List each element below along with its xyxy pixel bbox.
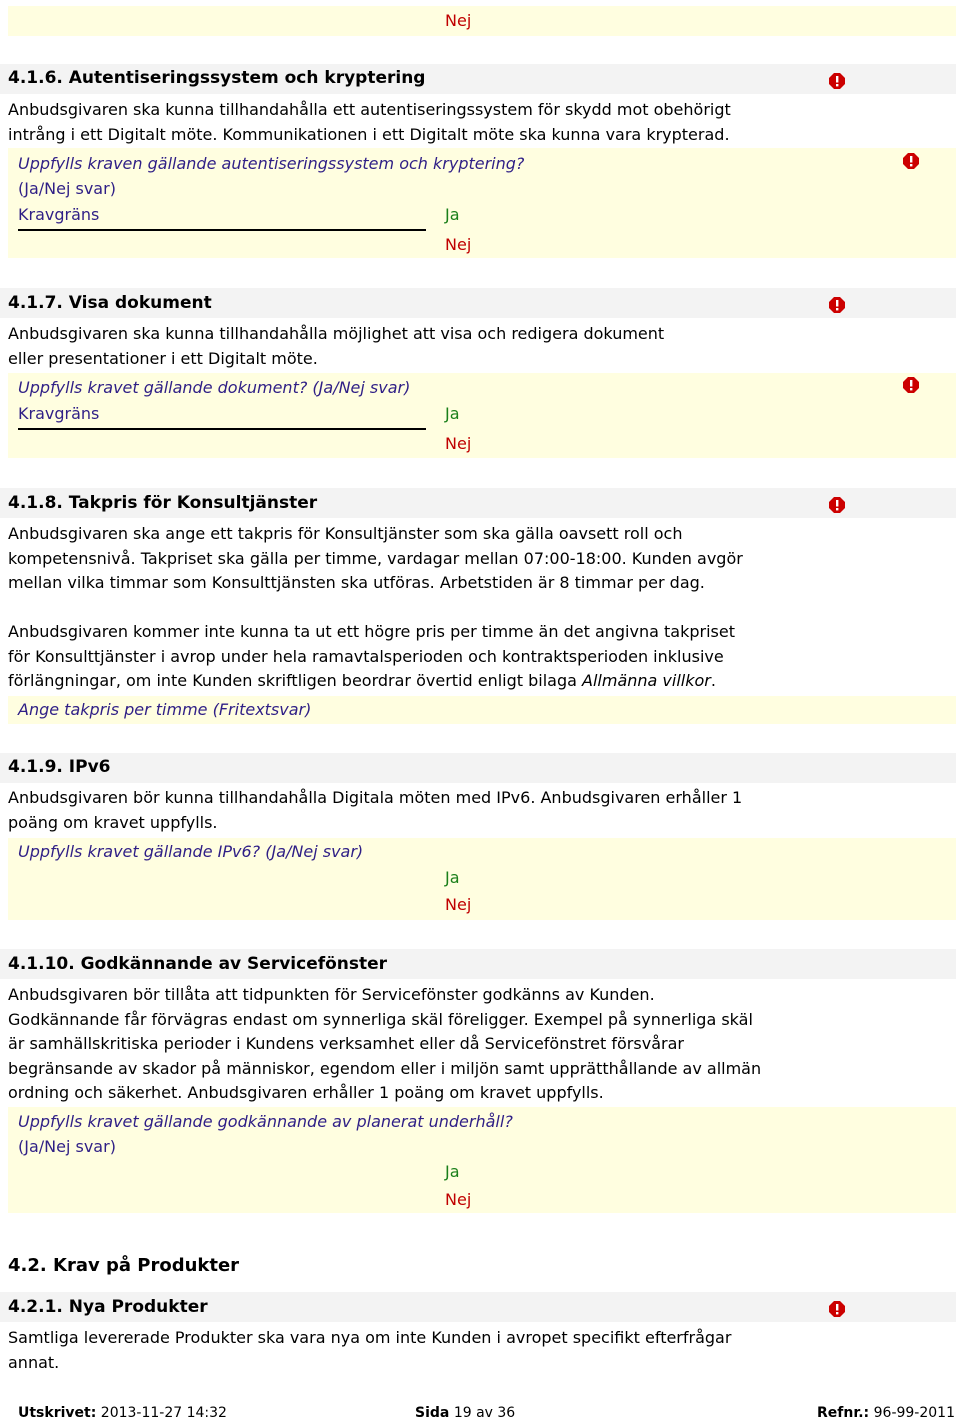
answer-option-ja[interactable]: Ja [445, 868, 460, 887]
section-heading: 4.1.6. Autentiseringssystem och kryptering [8, 68, 426, 88]
section-text: Samtliga levererade Produkter ska vara nya om inte Kunden i avropet specifikt efterfrågar annat. [8, 1328, 732, 1372]
answer-option-nej[interactable]: Nej [445, 434, 472, 453]
warning-icon [829, 297, 845, 313]
answer-option-nej[interactable]: Nej [445, 235, 472, 254]
answer-option-ja[interactable]: Ja [445, 205, 460, 224]
footer-page: Sida 19 av 36 [415, 1405, 516, 1421]
section-text: Anbudsgivaren kommer inte kunna ta ut ett högre pris per timme än det angivna takpriset för Konsulttjänster i avrop under hela ramavtalsperioden och kontraktsperioden inklusive förlängningar, om inte Kunden skriftligen beordrar övertid enligt bilaga Allmänna villkor. [8, 622, 735, 690]
question-hint: (Ja/Nej svar) [18, 1137, 116, 1156]
section-heading: 4.1.10. Godkännande av Servicefönster [8, 954, 388, 974]
answer-option-ja[interactable]: Ja [445, 404, 460, 423]
section-heading: 4.1.8. Takpris för Konsultjänster [8, 493, 318, 513]
answer-option-nej[interactable]: Nej [445, 895, 472, 914]
answer-option-nej[interactable]: Nej [445, 11, 472, 30]
question-text: Ange takpris per timme (Fritextsvar) [18, 700, 312, 719]
section-text: Anbudsgivaren ska kunna tillhandahålla ett autentiseringssystem för skydd mot obehörigt intrång i ett Digitalt möte. Kommunikationen i ett Digitalt möte ska kunna vara krypterad. [8, 100, 731, 144]
question-text: Uppfylls kravet gällande godkännande av planerat underhåll? [18, 1112, 513, 1131]
answer-option-nej[interactable]: Nej [445, 1190, 472, 1209]
section-text: Anbudsgivaren ska ange ett takpris för Konsultjänster som ska gälla oavsett roll och kompetensnivå. Takpriset ska gälla per timme, vardagar mellan 07:00-18:00. Kunden avgör mellan vilka timmar som Konsulttjänsten ska utföras. Arbetstiden är 8 timmar per dag. [8, 524, 743, 592]
question-text: Uppfylls kraven gällande autentiseringssystem och kryptering? [18, 154, 525, 173]
kravgrans-line [18, 428, 426, 430]
footer-refnr: Refnr.: 96-99-2011 [817, 1405, 955, 1421]
section-header-band [0, 753, 956, 783]
warning-icon [903, 377, 919, 393]
section-text: Anbudsgivaren bör kunna tillhandahålla Digitala möten med IPv6. Anbudsgivaren erhåller 1 poäng om kravet uppfylls. [8, 788, 743, 832]
chapter-heading: 4.2. Krav på Produkter [8, 1255, 240, 1276]
section-heading: 4.2.1. Nya Produkter [8, 1297, 208, 1317]
question-hint: (Ja/Nej svar) [18, 179, 116, 198]
footer-printed: Utskrivet: 2013-11-27 14:32 [18, 1405, 227, 1421]
warning-icon [829, 73, 845, 89]
section-heading: 4.1.9. IPv6 [8, 757, 111, 777]
kravgrans-label: Kravgräns [18, 404, 100, 423]
bilaga-link-text: Allmänna villkor [582, 671, 711, 690]
answer-option-ja[interactable]: Ja [445, 1162, 460, 1181]
warning-icon [903, 153, 919, 169]
section-heading: 4.1.7. Visa dokument [8, 293, 212, 313]
warning-icon [829, 1301, 845, 1317]
question-text: Uppfylls kravet gällande dokument? (Ja/Nej svar) [18, 378, 411, 397]
kravgrans-label: Kravgräns [18, 205, 100, 224]
section-text: Anbudsgivaren bör tillåta att tidpunkten för Servicefönster godkänns av Kunden. Godkännande får förvägras endast om synnerliga skäl föreligger. Exempel på synnerliga skäl är samhällskritiska perioder i Kundens verksamhet eller då Servicefönstret försvårar begränsande av skador på människor, egendom eller i miljön samt upprätthållande av allmän ordning och säkerhet. Anbudsgivaren erhåller 1 poäng om kravet uppfylls. [8, 985, 762, 1102]
section-text: Anbudsgivaren ska kunna tillhandahålla möjlighet att visa och redigera dokument eller presentationer i ett Digitalt möte. [8, 324, 665, 368]
warning-icon [829, 497, 845, 513]
kravgrans-line [18, 229, 426, 231]
answer-band [8, 6, 956, 36]
question-text: Uppfylls kravet gällande IPv6? (Ja/Nej svar) [18, 842, 364, 861]
